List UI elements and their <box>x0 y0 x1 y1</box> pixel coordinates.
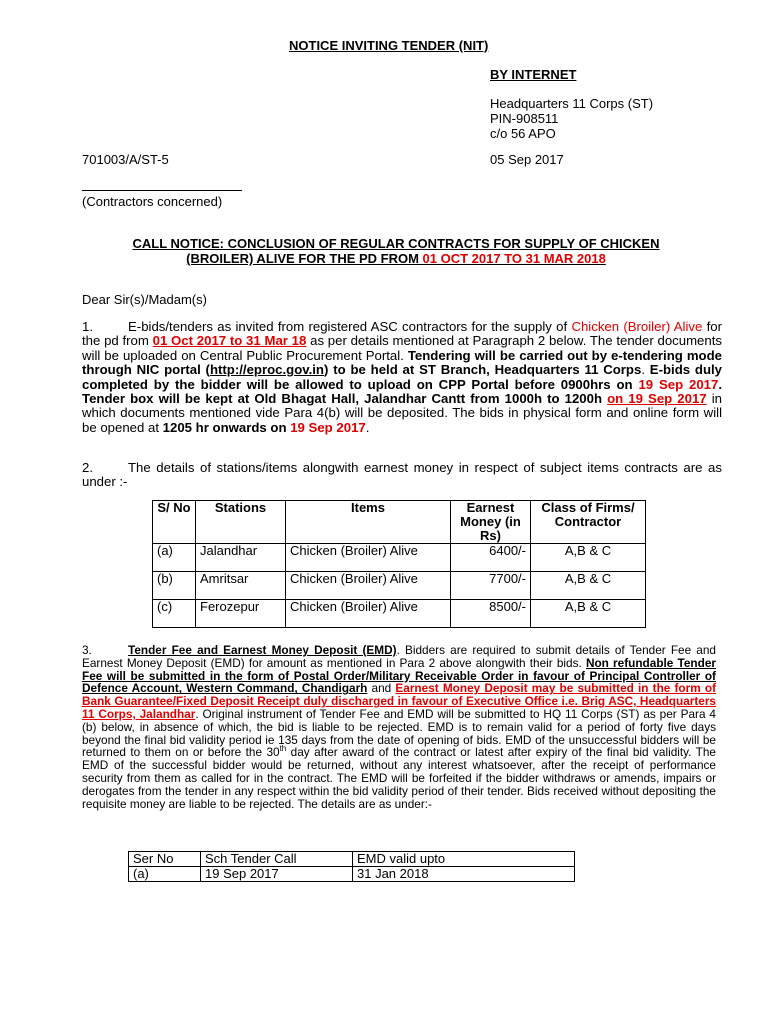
header-emd-valid-upto: EMD valid upto <box>353 852 575 867</box>
address-line-1: Headquarters 11 Corps (ST) <box>490 96 654 111</box>
table-row: (a) Jalandhar Chicken (Broiler) Alive 6400/- A,B & C <box>153 544 646 572</box>
para-1-number: 1. <box>82 319 93 334</box>
header-ser-no: Ser No <box>129 852 201 867</box>
subject-period: 01 OCT 2017 TO 31 MAR 2018 <box>422 251 606 266</box>
address-line-3: c/o 56 APO <box>490 126 556 141</box>
header-items: Items <box>286 501 451 544</box>
paragraph-1: 1. E-bids/tenders as invited from registered ASC contractors for the supply of Chicken (Broiler) Alive for the pd from 01 Oct 2017 to 31 Mar 18 as per details mentioned at Paragraph 2 below. The tender documents will be uploaded on Central Public Procurement Portal. Tendering will be carried out by e-tendering mode through NIC portal (http://eproc.gov.in) to be held at ST Branch, Headquarters 11 Corps. E-bids duly completed by the bidder will be allowed to upload on CPP Portal before 0900hrs on 19 Sep 2017. Tender box will be kept at Old Bhagat Hall, Jalandhar Cantt from 1000h to 1200h on 19 Sep 2017 in which documents mentioned vide Para 4(b) will be deposited. The bids in physical form and online form will be opened at 1205 hr onwards on 19 Sep 2017. <box>82 319 723 435</box>
table-row: (b) Amritsar Chicken (Broiler) Alive 7700/- A,B & C <box>153 572 646 600</box>
reference-number: 701003/A/ST-5 <box>82 152 169 167</box>
para-3-number: 3. <box>82 643 92 657</box>
addressee-blank-line <box>82 190 242 191</box>
addressee: (Contractors concerned) <box>82 194 223 209</box>
salutation: Dear Sir(s)/Madam(s) <box>82 292 207 307</box>
header-earnest-money: Earnest Money (in Rs) <box>451 501 531 544</box>
header-sno: S/ No <box>153 501 196 544</box>
header-class-of-firms: Class of Firms/ Contractor <box>531 501 646 544</box>
address-line-2: PIN-908511 <box>490 111 559 126</box>
table-row: (c) Ferozepur Chicken (Broiler) Alive 8500/- A,B & C <box>153 600 646 628</box>
para-2-number: 2. <box>82 460 93 475</box>
table-row: (a) 19 Sep 2017 31 Jan 2018 <box>129 867 575 882</box>
subject-line-2: (BROILER) ALIVE FOR THE PD FROM 01 OCT 2017 TO 31 MAR 2018 <box>186 251 606 266</box>
header-sch-tender-call: Sch Tender Call <box>201 852 353 867</box>
subject-line-1: CALL NOTICE: CONCLUSION OF REGULAR CONTRACTS FOR SUPPLY OF CHICKEN <box>132 236 660 251</box>
paragraph-2: 2. The details of stations/items alongwith earnest money in respect of subject items contracts are as under :- <box>82 460 722 490</box>
stations-table <box>152 500 646 628</box>
paragraph-3: 3. Tender Fee and Earnest Money Deposit (EMD). Bidders are required to submit details of Tender Fee and Earnest Money Deposit (EMD) for amount as mentioned in Para 2 above alongwith their bids. Non refundable Tender Fee will be submitted in the form of Postal Order/Military Receivable Order in favour of Principal Controller of Defence Account, Western Command, Chandigarh and Earnest Money Deposit may be submitted in the form of Bank Guarantee/Fixed Deposit Receipt duly discharged in favour of Executive Office i.e. Brig ASC, Headquarters 11 Corps, Jalandhar. Original instrument of Tender Fee and EMD will be submitted to HQ 11 Corps (ST) as per Para 4 (b) below, in absence of which, the bid is liable to be rejected. EMD is to remain valid for a period of forty five days beyond the final bid validity period ie 135 days from the date of opening of bids. EMD of the unsuccessful bidders will be returned to them on or before the 30th day after award of the contract or latest after expiry of the final bid validity. The EMD of the successful bidder would be returned, without any interest whatsoever, after the receipt of performance security from them as called for in the contract. The EMD will be forfeited if the bidder withdraws or amends, impairs or derogates from the tender in any respect within the bid validity period of their tender. Bids received without depositing the requisite money are liable to be rejected. The details are as under:- <box>82 643 717 811</box>
sender-address <box>490 96 653 141</box>
header-stations: Stations <box>196 501 286 544</box>
para-3-heading: Tender Fee and Earnest Money Deposit (EMD) <box>128 643 397 657</box>
notice-title: NOTICE INVITING TENDER (NIT) <box>289 38 489 53</box>
notice-date: 05 Sep 2017 <box>490 152 564 167</box>
table-header-row <box>129 852 575 867</box>
nic-portal-link[interactable]: http://eproc.gov.in <box>209 362 324 378</box>
table-header-row <box>153 501 646 544</box>
by-internet-label: BY INTERNET <box>490 67 577 82</box>
subject-heading <box>82 236 710 266</box>
emd-validity-table <box>128 851 575 882</box>
